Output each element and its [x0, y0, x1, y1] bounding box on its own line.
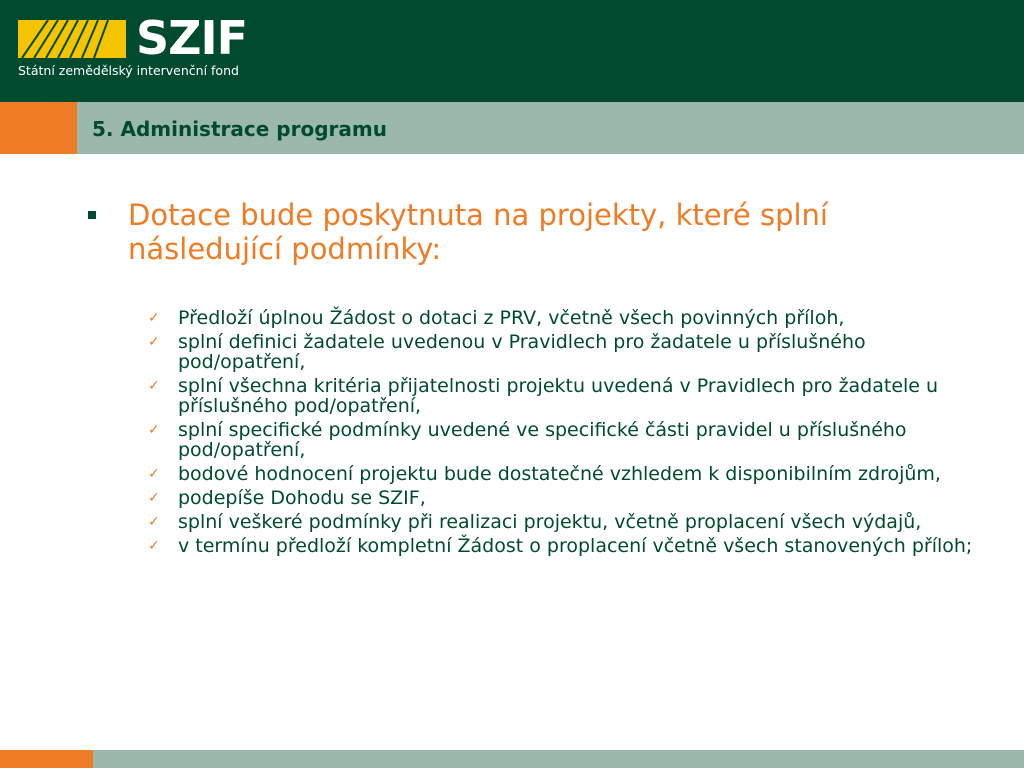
- condition-text: splní veškeré podmínky při realizaci projektu, včetně proplacení všech výdajů,: [178, 511, 922, 533]
- condition-item: [148, 488, 978, 508]
- conditions-list: [148, 308, 978, 560]
- condition-text: splní definici žadatele uvedenou v Pravidlech pro žadatele u příslušného pod/opatření,: [178, 331, 866, 373]
- checkmark-icon: ✓: [148, 514, 160, 530]
- condition-item: [148, 464, 978, 484]
- condition-text: bodové hodnocení projektu bude dostatečné vzhledem k disponibilním zdrojům,: [178, 463, 941, 485]
- condition-item: [148, 420, 978, 460]
- header-bar: [0, 0, 1024, 102]
- checkmark-icon: ✓: [148, 422, 160, 438]
- condition-item: [148, 332, 978, 372]
- footer-accent-block: [0, 750, 93, 768]
- slide-title: 5. Administrace programu: [92, 117, 387, 141]
- condition-text: v termínu předloží kompletní Žádost o proplacení včetně všech stanovených příloh;: [178, 535, 973, 557]
- checkmark-icon: ✓: [148, 310, 160, 326]
- condition-text: podepíše Dohodu se SZIF,: [178, 487, 426, 509]
- main-bullet-text: Dotace bude poskytnuta na projekty, které splní následující podmínky:: [128, 198, 828, 266]
- condition-item: [148, 512, 978, 532]
- condition-item: [148, 308, 978, 328]
- checkmark-icon: ✓: [148, 466, 160, 482]
- field-rows-icon: [18, 20, 126, 58]
- logo-subtitle: Státní zemědělský intervenční fond: [18, 63, 239, 78]
- condition-item: [148, 536, 978, 556]
- condition-text: splní specifické podmínky uvedené ve specifické části pravidel u příslušného pod/opatření,: [178, 419, 907, 461]
- checkmark-icon: ✓: [148, 490, 160, 506]
- checkmark-icon: ✓: [148, 538, 160, 554]
- condition-text: Předloží úplnou Žádost o dotaci z PRV, včetně všech povinných příloh,: [178, 307, 845, 329]
- square-bullet-icon: [88, 211, 96, 219]
- condition-text: splní všechna kritéria přijatelnosti projektu uvedená v Pravidlech pro žadatele u příslušného pod/opatření,: [178, 375, 939, 417]
- main-bullet-point: [88, 198, 988, 266]
- checkmark-icon: ✓: [148, 334, 160, 350]
- logo-wordmark: SZIF: [136, 11, 248, 65]
- footer-bar: [0, 750, 1024, 768]
- title-accent-block: [0, 102, 77, 154]
- checkmark-icon: ✓: [148, 378, 160, 394]
- title-bar: [0, 102, 1024, 154]
- condition-item: [148, 376, 978, 416]
